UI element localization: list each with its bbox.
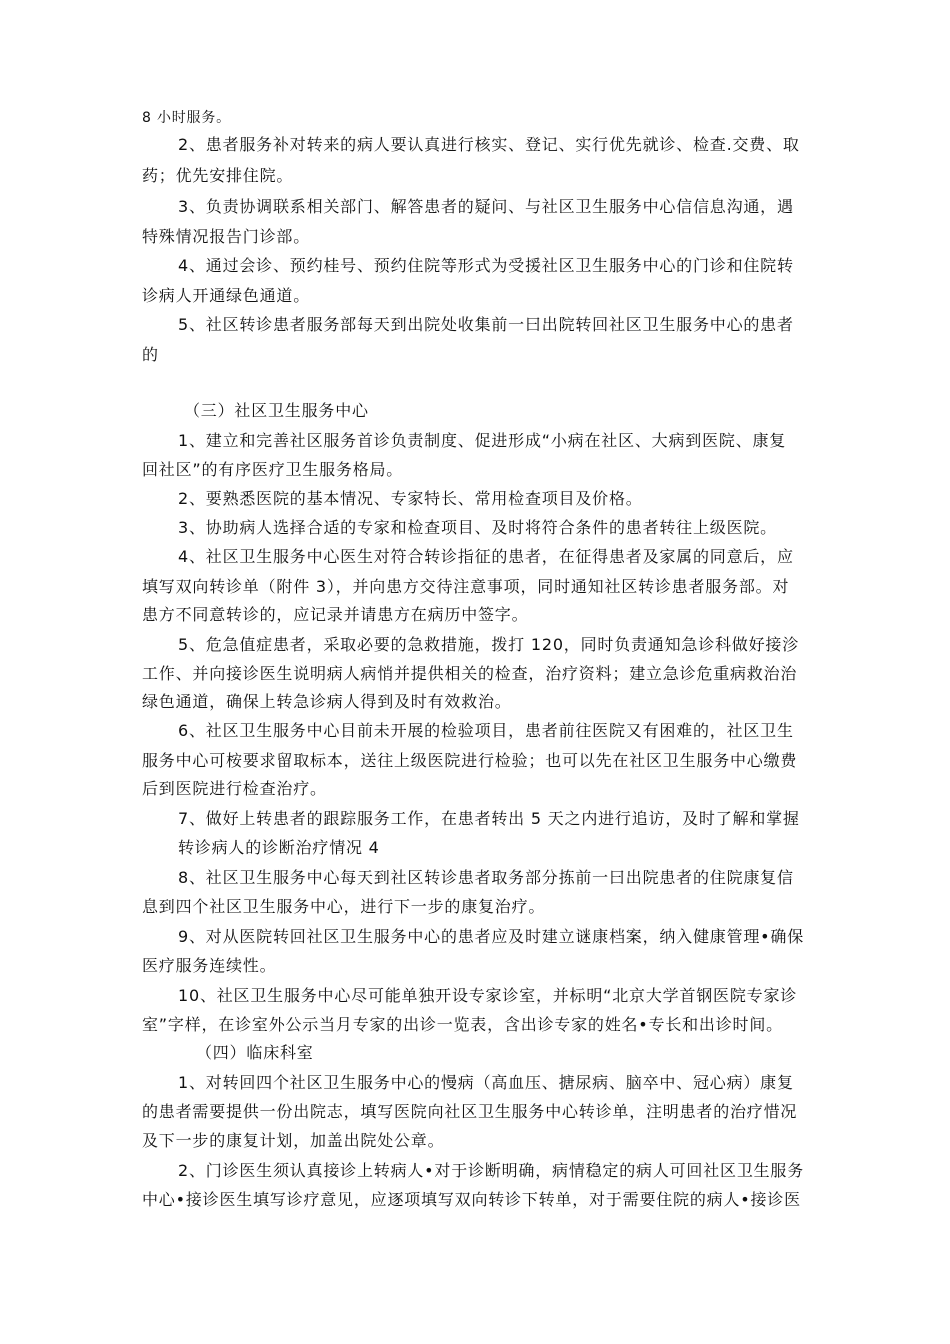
text-line: 转诊病人的诊断治疗情况 4	[178, 838, 380, 857]
text-line: 中心•接诊医生填写诊疗意见，应逐项填写双向转诊下转单，对于需要住院的病人•接诊医	[142, 1190, 801, 1209]
text-line: 后到医院进行检查治疗。	[142, 779, 327, 798]
section-heading: （三）社区卫生服务中心	[184, 401, 369, 420]
text-line: 1、建立和完善社区服务首诊负责制度、促进形成“小病在社区、大病到医院、康复	[178, 431, 787, 450]
text-line: 的	[142, 345, 159, 364]
text-line: 4、社区卫生服务中心医生对符合转诊指征的患者，在征得患者及家属的同意后，应	[178, 547, 794, 566]
text-line: 10、社区卫生服务中心尽可能单独开设专家诊室，并标明“北京大学首钢医院专家诊	[178, 986, 798, 1005]
text-line: 特殊情况报告门诊部。	[142, 227, 311, 246]
text-line: 回社区”的有序医疗卫生服务格局。	[142, 460, 404, 479]
text-line: 6、社区卫生服务中心目前未开展的检验项目，患者前往医院又有困难的，社区卫生	[178, 721, 794, 740]
text-line: 8、社区卫生服务中心每天到社区转诊患者取务部分拣前一曰出院患者的住院康复信	[178, 868, 794, 887]
text-line: 8 小时服务。	[142, 110, 231, 126]
text-line: 2、门诊医生须认真接诊上转病人•对于诊断明确，病情稳定的病人可回社区卫生服务	[178, 1161, 805, 1180]
text-line: 2、患者服务补对转来的病人要认真进行核实、登记、实行优先就诊、检查.交费、取	[178, 135, 800, 154]
text-line: 药；优先安排住院。	[142, 166, 294, 185]
text-line: 7、做好上转患者的跟踪服务工作，在患者转出 5 天之内进行追访，及时了解和掌握	[178, 809, 800, 828]
text-line: 1、对转回四个社区卫生服务中心的慢病（高血压、搪尿病、脑卒中、冠心病）康复	[178, 1073, 794, 1092]
text-line: 5、危急值症患者，采取必要的急救措施，拨打 120，同时负责通知急诊科做好接沴	[178, 635, 800, 654]
text-line: 室”字样，在诊室外公示当月专家的出诊一览表，含出诊专家的姓名•专长和出诊时间。	[142, 1015, 783, 1034]
text-line: 的患者需要提供一份出院志，填写医院向社区卫生服务中心转诊单，注明患者的治疗惜况	[142, 1102, 798, 1121]
text-line: 绿色通道，确保上转急诊病人得到及时有效救治。	[142, 692, 512, 711]
text-line: 2、要熟悉医院的基本情况、专家特长、常用检查项目及价格。	[178, 489, 643, 508]
text-line: 3、负责协调联系相关部门、解答患者的疑问、与社区卫生服务中心信信息沟通，遇	[178, 197, 794, 216]
text-line: 服务中心可桉要求留取标本，送往上级医院进行检验；也可以先在社区卫生服务中心缴费	[142, 751, 798, 770]
text-line: 9、对从医院转回社区卫生服务中心的患者应及时建立谜康档案，纳入健康管理•确保	[178, 927, 805, 946]
text-line: 及下一步的康复计划，加盖出院处公章。	[142, 1131, 445, 1150]
text-line: 5、社区转诊患者服务部每天到出院处收集前一曰出院转回社区卫生服务中心的患者	[178, 315, 794, 334]
text-line: 填写双向转诊单（附件 3），并向患方交待注意事项，同时通知社区转诊患者服务部。对	[142, 577, 790, 596]
text-line: 4、通过会诊、预约桂号、预约住院等形式为受援社区卫生服务中心的门诊和住院转	[178, 256, 794, 275]
text-line: 患方不同意转诊的，应记录并请患方在病历中签字。	[142, 605, 529, 624]
text-line: 3、协助病人选择合适的专家和检查项目、及时将符合条件的患者转往上级医院。	[178, 518, 777, 537]
section-heading: （四）临床科室	[196, 1043, 314, 1062]
text-line: 医疗服务连续性。	[142, 956, 277, 975]
text-line: 诊病人开通绿色通道。	[142, 286, 311, 305]
text-line: 工作、并向接诊医生说明病人病悄并提供相关的检查，治疗资料；建立急诊危重病救治治	[142, 664, 798, 683]
text-line: 息到四个社区卫生服务中心，进行下一步的康复治疗。	[142, 897, 546, 916]
